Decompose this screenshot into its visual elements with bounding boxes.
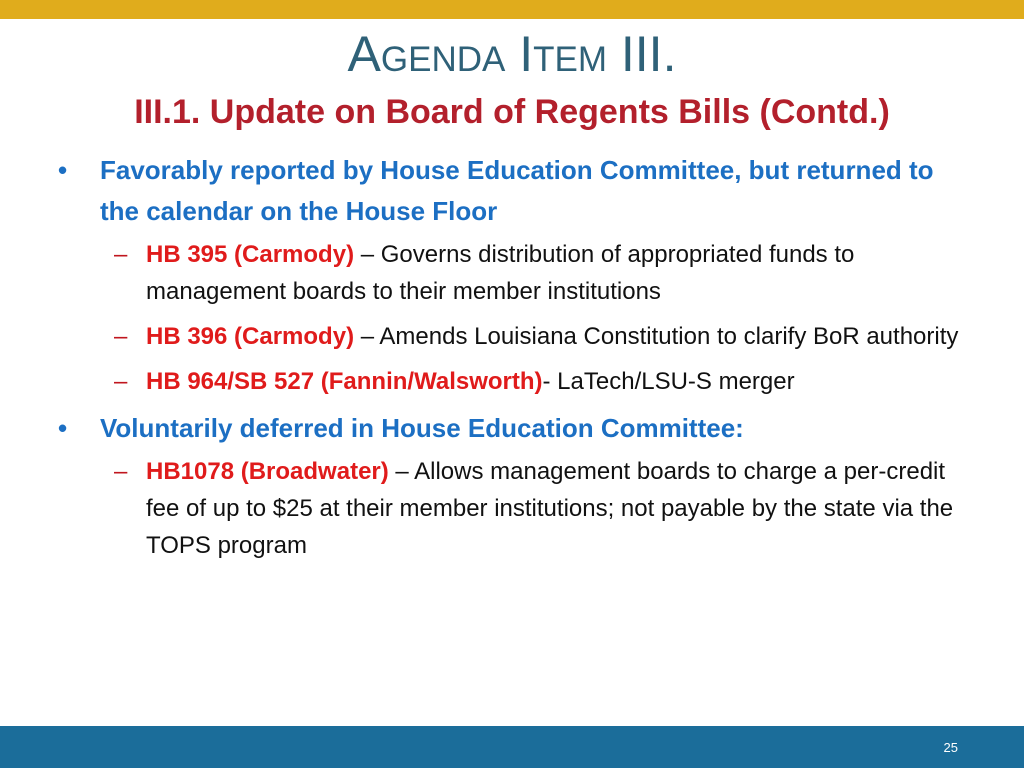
- bottom-footer-bar: [0, 726, 1024, 768]
- slide-body: [58, 150, 978, 572]
- bullet-text: Favorably reported by House Education Committee, but returned to the calendar on the House Floor: [100, 155, 934, 226]
- dash-icon: –: [114, 368, 128, 395]
- dash-icon: –: [114, 241, 128, 268]
- sub-item-hb1078: [58, 453, 978, 564]
- page-number: 25: [943, 740, 958, 755]
- bullet-voluntarily-deferred: [58, 408, 978, 449]
- sub-item-hb395: [58, 236, 978, 310]
- bullet-dot-icon: •: [58, 155, 68, 185]
- bill-description: - LaTech/LSU-S merger: [542, 368, 795, 395]
- bill-description: – Governs distribution of appropriated funds to management boards to their member institutions: [146, 241, 855, 305]
- bill-description: – Amends Louisiana Constitution to clarify BoR authority: [354, 323, 959, 350]
- bill-reference: HB 395 (Carmody): [146, 241, 355, 268]
- bullet-dot-icon: •: [58, 413, 68, 443]
- top-accent-bar: [0, 0, 1024, 19]
- bill-reference: HB1078 (Broadwater): [146, 458, 389, 485]
- slide-subtitle: III.1. Update on Board of Regents Bills (Contd.): [134, 93, 890, 131]
- slide-title: Agenda Item III.: [347, 26, 677, 82]
- bill-reference: HB 964/SB 527 (Fannin/Walsworth): [146, 368, 543, 395]
- bullet-text: Voluntarily deferred in House Education Committee:: [100, 413, 744, 443]
- sub-item-hb964-sb527: [58, 363, 978, 400]
- sub-item-hb396: [58, 318, 978, 355]
- dash-icon: –: [114, 458, 128, 485]
- bill-reference: HB 396 (Carmody): [146, 323, 355, 350]
- bullet-favorably-reported: [58, 150, 978, 232]
- bill-description: – Allows management boards to charge a per-credit fee of up to $25 at their member institutions; not payable by the state via the TOPS program: [146, 458, 954, 559]
- dash-icon: –: [114, 323, 128, 350]
